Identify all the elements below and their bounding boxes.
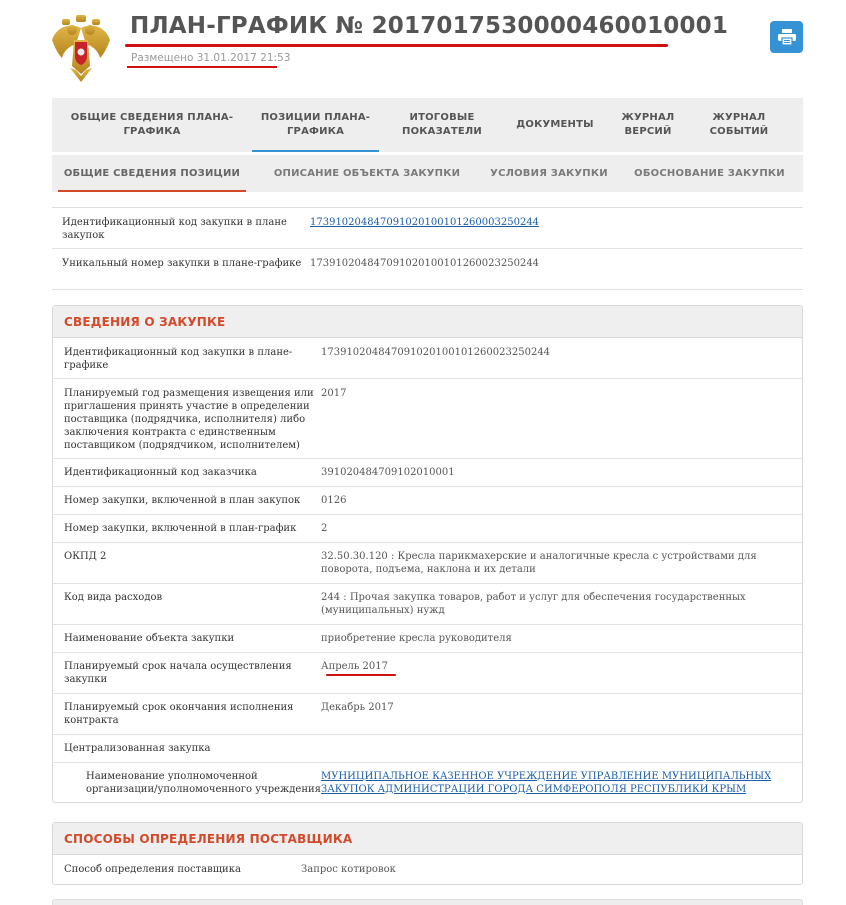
section-title: СВЕДЕНИЯ О ЗАКУПКЕ bbox=[53, 306, 802, 338]
supplier-method-section bbox=[52, 822, 803, 885]
subtab-justification[interactable]: ОБОСНОВАНИЕ ЗАКУПКИ bbox=[634, 168, 785, 179]
purchase-info-section bbox=[52, 305, 803, 803]
row-value: 2 bbox=[321, 523, 328, 534]
position-id-table bbox=[52, 207, 803, 290]
table-row bbox=[53, 379, 802, 459]
table-row bbox=[53, 543, 802, 584]
page-header bbox=[0, 0, 846, 95]
authorized-organization-link[interactable]: МУНИЦИПАЛЬНОЕ КАЗЕННОЕ УЧРЕЖДЕНИЕ УПРАВЛЕНИЕ МУНИЦИПАЛЬНЫХ ЗАКУПОК АДМИНИСТРАЦИИ ГОРОДА СИМФЕРОПОЛЯ РЕСПУБЛИКИ КРЫМ bbox=[321, 771, 772, 795]
table-row bbox=[53, 735, 802, 763]
section-title: СПОСОБЫ ОПРЕДЕЛЕНИЯ ПОСТАВЩИКА bbox=[53, 823, 802, 855]
subtab-purchase-conditions[interactable]: УСЛОВИЯ ЗАКУПКИ bbox=[490, 168, 608, 179]
row-value: 2017 bbox=[321, 388, 347, 399]
row-value: 173910204847091020100101260023250244 bbox=[310, 258, 540, 269]
row-label: Централизованная закупка bbox=[64, 743, 211, 754]
printer-icon bbox=[778, 29, 796, 45]
sub-tabs bbox=[52, 155, 803, 192]
tab-versions-log[interactable]: ЖУРНАЛ ВЕРСИЙ bbox=[621, 112, 675, 137]
posted-underline-mark bbox=[127, 66, 277, 68]
table-row bbox=[53, 694, 802, 735]
subtab-position-info[interactable]: ОБЩИЕ СВЕДЕНИЯ ПОЗИЦИИ bbox=[52, 155, 252, 192]
row-label: Планируемый срок окончания исполнения контракта bbox=[64, 702, 294, 726]
tab-positions[interactable]: ПОЗИЦИИ ПЛАНА-ГРАФИКА bbox=[252, 98, 379, 152]
row-value: 0126 bbox=[321, 495, 347, 506]
tab-events-log[interactable]: ЖУРНАЛ СОБЫТИЙ bbox=[709, 112, 769, 137]
table-row bbox=[53, 584, 802, 625]
row-value: приобретение кресла руководителя bbox=[321, 633, 512, 644]
row-value: Апрель 2017 bbox=[321, 661, 388, 672]
row-label: Способ определения поставщика bbox=[64, 864, 241, 875]
title-underline-mark bbox=[125, 44, 668, 47]
posted-date: Размещено 31.01.2017 21:53 bbox=[131, 52, 291, 64]
table-row bbox=[52, 208, 803, 249]
date-underline-mark bbox=[326, 674, 396, 676]
row-value: 244 : Прочая закупка товаров, работ и услуг для обеспечения государственных (муниципальных) нужд bbox=[321, 592, 746, 616]
row-label: Номер закупки, включенной в план-график bbox=[64, 523, 297, 534]
table-row bbox=[53, 487, 802, 515]
table-row bbox=[53, 855, 802, 884]
table-row bbox=[53, 338, 802, 379]
row-label: Идентификационный код заказчика bbox=[64, 467, 257, 478]
table-row bbox=[53, 763, 802, 802]
row-label: Идентификационный код закупки в плане-графике bbox=[64, 347, 293, 371]
row-value: 391020484709102010001 bbox=[321, 467, 455, 478]
page-title: ПЛАН-ГРАФИК № 2017017530000460010001 bbox=[130, 13, 729, 39]
row-label: ОКПД 2 bbox=[64, 551, 107, 562]
row-label: Номер закупки, включенной в план закупок bbox=[64, 495, 301, 506]
table-row bbox=[53, 459, 802, 487]
main-tabs bbox=[52, 98, 803, 152]
row-label: Код вида расходов bbox=[64, 592, 163, 603]
row-label: Наименование объекта закупки bbox=[64, 633, 235, 644]
row-label: Планируемый год размещения извещения или приглашения принять участие в определении поставщика (подрядчика, исполнителя) либо заключения контракта с единственным поставщиком (подрядчиком, исполнителем) bbox=[64, 388, 314, 451]
tab-totals[interactable]: ИТОГОВЫЕ ПОКАЗАТЕЛИ bbox=[402, 112, 482, 137]
coat-of-arms-icon bbox=[50, 14, 112, 84]
row-value: Декабрь 2017 bbox=[321, 702, 394, 713]
row-value bbox=[321, 742, 802, 762]
table-row bbox=[53, 653, 802, 694]
row-label: Планируемый срок начала осуществления закупки bbox=[64, 661, 292, 685]
table-row bbox=[52, 249, 803, 290]
table-row bbox=[53, 625, 802, 653]
print-button[interactable] bbox=[770, 21, 803, 53]
purchase-plan-code-link[interactable]: 173910204847091020100101260003250244 bbox=[310, 217, 540, 228]
row-label: Идентификационный код закупки в плане закупок bbox=[62, 217, 287, 241]
row-label: Наименование уполномоченной организации/уполномоченного учреждения bbox=[86, 771, 321, 795]
next-section-edge bbox=[52, 899, 803, 905]
row-value: 173910204847091020100101260023250244 bbox=[321, 347, 551, 358]
row-value: Запрос котировок bbox=[301, 864, 396, 875]
row-label: Уникальный номер закупки в плане-графике bbox=[62, 258, 302, 269]
tab-general-info[interactable]: ОБЩИЕ СВЕДЕНИЯ ПЛАНА-ГРАФИКА bbox=[70, 112, 234, 137]
tab-documents[interactable]: ДОКУМЕНТЫ bbox=[516, 119, 594, 130]
row-value: 32.50.30.120 : Кресла парикмахерские и аналогичные кресла с устройствами для поворота, подъема, наклона и их детали bbox=[321, 551, 757, 575]
table-row bbox=[53, 515, 802, 543]
subtab-object-description[interactable]: ОПИСАНИЕ ОБЪЕКТА ЗАКУПКИ bbox=[273, 168, 461, 179]
